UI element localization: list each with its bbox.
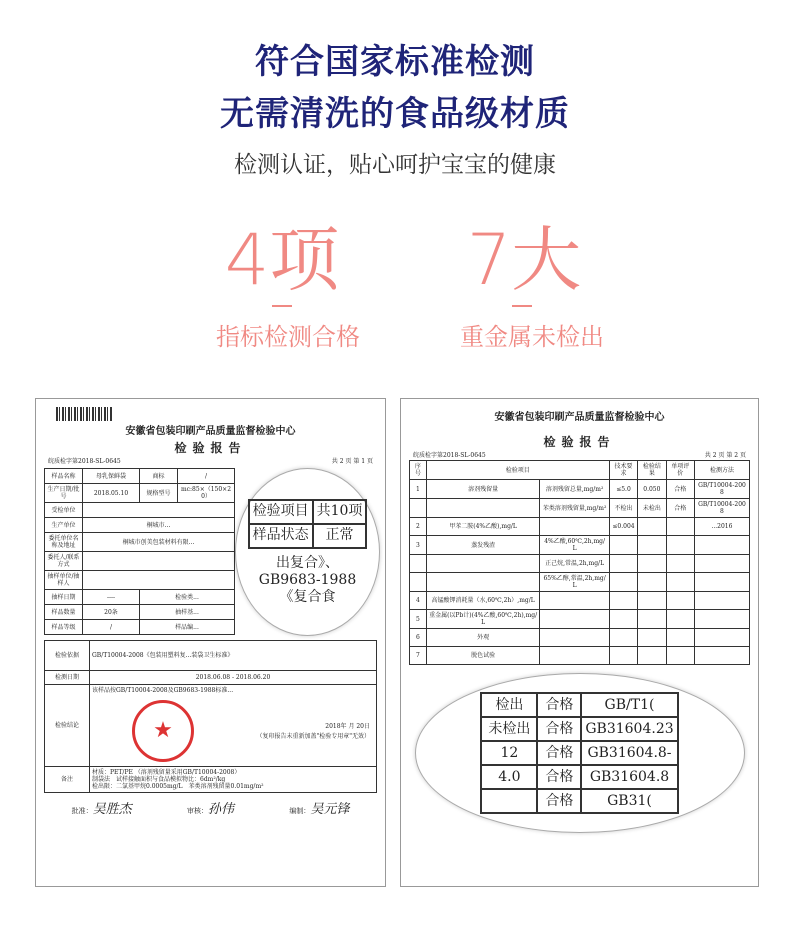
mag-cell: 合格 — [537, 741, 581, 765]
table-cell: 桐城市创美包装材料有限... — [83, 533, 235, 552]
table-cell: 商标 — [140, 469, 178, 484]
stamp-note: （复印报告未重新加盖"检验专用章"无效） — [256, 732, 370, 740]
report-upper-section — [44, 468, 377, 636]
basis-label: 检验依据 — [45, 641, 90, 671]
table-cell — [609, 647, 637, 665]
table-cell: 20条 — [83, 605, 140, 620]
stamp-area — [92, 700, 374, 764]
table-row — [45, 533, 235, 552]
mag-state-value: 正常 — [313, 524, 367, 548]
stat-label-tests: 指标检测合格 — [216, 323, 360, 351]
table-cell: 脱色试验 — [426, 647, 540, 665]
table-row — [45, 518, 235, 533]
table-row — [45, 503, 235, 518]
table-cell: 不检出 — [609, 499, 637, 518]
magnifier-page-1 — [235, 468, 380, 636]
report-table-lower — [44, 640, 377, 793]
remark-line: 检出限：二氯基甲烷0.0005mg/L 苯类溶剂残留量0.01mg/m² — [92, 783, 264, 790]
table-row — [410, 573, 750, 592]
table-cell — [638, 592, 666, 610]
table-cell: 母乳保鲜袋 — [83, 469, 140, 484]
signature-approver: 批准：吴胜杰 — [71, 802, 132, 817]
table-cell — [638, 555, 666, 573]
table-cell: 桐城市... — [83, 518, 235, 533]
table-cell: ---- — [83, 590, 140, 605]
mag-row — [481, 765, 677, 789]
table-cell — [666, 647, 694, 665]
report-code: 皖质检字第2018-SL-0645 — [48, 458, 121, 465]
stamp-date: 2018年 月 20日 — [325, 722, 370, 730]
table-cell: / — [178, 469, 235, 484]
table-cell: ≤5.0 — [609, 480, 637, 499]
header-cell: 技术要求 — [609, 461, 637, 480]
report-title: 检验报告 — [543, 435, 616, 449]
mag-item-label: 检验项目 — [249, 500, 313, 524]
mag-cell: GB31604.8- — [581, 741, 677, 765]
divider-dash — [272, 305, 292, 307]
table-cell — [638, 573, 666, 592]
date-label: 检测日期 — [45, 671, 90, 685]
table-row — [45, 571, 235, 590]
mag-cell: 合格 — [537, 789, 581, 813]
table-cell: 1 — [410, 480, 427, 499]
table-row — [45, 620, 235, 635]
table-cell — [666, 573, 694, 592]
report-code: 皖质检字第2018-SL-0645 — [413, 452, 486, 459]
table-header — [410, 461, 750, 480]
table-row — [45, 469, 235, 484]
mag-cell: 检出 — [481, 693, 537, 717]
table-cell — [426, 573, 540, 592]
table-row — [410, 480, 750, 499]
table-cell — [666, 592, 694, 610]
signature-compiler: 编制：吴元锋 — [289, 802, 350, 817]
signature-reviewer: 审核：孙伟 — [186, 802, 234, 817]
table-cell — [609, 555, 637, 573]
table-cell — [410, 573, 427, 592]
stat-value-metals: 7大 — [466, 219, 582, 301]
table-cell: 未检出 — [638, 499, 666, 518]
table-row — [410, 518, 750, 536]
table-cell — [410, 499, 427, 518]
table-row — [410, 536, 750, 555]
table-cell — [540, 610, 609, 629]
table-row — [45, 590, 235, 605]
table-cell: 5 — [410, 610, 427, 629]
table-cell: 2 — [410, 518, 427, 536]
table-cell — [638, 629, 666, 647]
table-cell — [694, 536, 749, 555]
table-cell: 高锰酸钾消耗量（水,60℃,2h）,mg/L — [426, 592, 540, 610]
report-page: 共 2 页 第 2 页 — [704, 452, 746, 459]
table-cell: 外观 — [426, 629, 540, 647]
remark-line: 制袋法 试样接触面积与食品模拟物比：6dm²/kg — [92, 776, 226, 783]
table-cell: 生产单位 — [45, 518, 83, 533]
mag-cell: GB31604.8 — [581, 765, 677, 789]
table-cell — [540, 518, 609, 536]
table-row — [410, 629, 750, 647]
table-cell: 0.050 — [638, 480, 666, 499]
conclusion-text: 该样品按GB/T10004-2008及GB9683-1988标准... — [92, 687, 234, 694]
table-cell: GB/T10004-2008 — [694, 499, 749, 518]
table-cell: 甲苯二胺(4%乙酸),mg/L — [426, 518, 540, 536]
inspection-report-page-1 — [35, 398, 386, 887]
table-row — [45, 605, 235, 620]
mag-state-label: 样品状态 — [249, 524, 313, 548]
table-cell — [83, 571, 235, 590]
table-cell: 6 — [410, 629, 427, 647]
inspection-report-page-2 — [400, 398, 759, 887]
table-cell — [666, 536, 694, 555]
table-cell: 蒸发残渣 — [426, 536, 540, 555]
header-cell: 检验结果 — [638, 461, 666, 480]
table-cell — [83, 552, 235, 571]
table-cell: ...2016 — [694, 518, 749, 536]
table-cell — [694, 592, 749, 610]
table-cell — [540, 647, 609, 665]
table-cell: 7 — [410, 647, 427, 665]
table-cell — [410, 555, 427, 573]
table-cell — [426, 555, 540, 573]
mag-item-value: 共10项 — [313, 500, 367, 524]
mag-cell: 未检出 — [481, 717, 537, 741]
table-cell — [609, 592, 637, 610]
basis-value: GB/T10004-2008《包装用塑料复...装袋卫生标准》 — [90, 641, 377, 671]
table-row — [410, 499, 750, 518]
table-cell: 委托人/联系方式 — [45, 552, 83, 571]
table-cell: ≤0.004 — [609, 518, 637, 536]
table-cell: 65%乙醇,常温,2h,mg/L — [540, 573, 609, 592]
mag-row — [481, 741, 677, 765]
mag-row — [481, 693, 677, 717]
table-cell: 受检单位 — [45, 503, 83, 518]
stat-label-metals: 重金属未检出 — [460, 323, 604, 351]
table-row — [45, 552, 235, 571]
header-cell: 检测方法 — [694, 461, 749, 480]
table-cell — [638, 518, 666, 536]
table-cell: 4%乙酸,60℃,2h,mg/L — [540, 536, 609, 555]
table-cell: 检验类... — [140, 590, 235, 605]
table-cell — [609, 610, 637, 629]
report-org: 安徽省包装印刷产品质量监督检验中心 — [494, 412, 665, 423]
table-cell: 抽样单位/抽样人 — [45, 571, 83, 590]
mag-cell: 12 — [481, 741, 537, 765]
mag-cell: 4.0 — [481, 765, 537, 789]
subtitle: 检测认证，贴心呵护宝宝的健康 — [234, 152, 556, 178]
headline-1: 符合国家标准检测 — [255, 42, 535, 82]
table-cell: 样品编... — [140, 620, 235, 635]
header-cell: 单项评价 — [666, 461, 694, 480]
remark-label: 备注 — [45, 767, 90, 793]
table-cell — [540, 629, 609, 647]
table-cell — [609, 536, 637, 555]
table-cell — [638, 647, 666, 665]
divider-dash — [512, 305, 532, 307]
mag-row — [481, 789, 677, 813]
table-cell: 规格型号 — [140, 484, 178, 503]
table-cell: GB/T10004-2008 — [694, 480, 749, 499]
official-seal-stamp: ★ — [132, 700, 194, 762]
date-value: 2018.06.08 - 2018.06.20 — [90, 671, 377, 685]
mag-cell: 合格 — [537, 717, 581, 741]
mag-cell: GB/T1( — [581, 693, 677, 717]
report-code-line — [409, 451, 750, 460]
table-cell — [609, 629, 637, 647]
table-cell — [638, 610, 666, 629]
table-cell — [694, 573, 749, 592]
table-cell — [638, 536, 666, 555]
report-page: 共 2 页 第 1 页 — [331, 458, 373, 465]
header-cell: 序号 — [410, 461, 427, 480]
table-cell: / — [83, 620, 140, 635]
table-row — [410, 592, 750, 610]
mag-cell: GB31( — [581, 789, 677, 813]
table-cell: 委托单位名称及地址 — [45, 533, 83, 552]
table-cell: 样品数量 — [45, 605, 83, 620]
report-code-line — [44, 457, 377, 466]
stat-value-tests: 4项 — [224, 219, 340, 301]
table-cell: mc:85×（150×20） — [178, 484, 235, 503]
table-cell: 合格 — [666, 480, 694, 499]
mag-cell: 合格 — [537, 765, 581, 789]
table-cell: 苯类溶剂残留量,mg/m² — [540, 499, 609, 518]
conclusion-label: 检验结论 — [45, 685, 90, 767]
table-row — [410, 555, 750, 573]
table-cell — [426, 499, 540, 518]
table-cell: 4 — [410, 592, 427, 610]
headline-2: 无需清洗的食品级材质 — [220, 94, 570, 134]
table-cell: 样品等级 — [45, 620, 83, 635]
table-cell: 3 — [410, 536, 427, 555]
table-cell — [666, 518, 694, 536]
table-row — [45, 484, 235, 503]
mag-row — [481, 717, 677, 741]
table-cell — [609, 573, 637, 592]
barcode-icon — [56, 407, 112, 421]
table-cell: 溶剂残留总量,mg/m² — [540, 480, 609, 499]
table-cell: 生产日期/批号 — [45, 484, 83, 503]
table-cell: 抽样基... — [140, 605, 235, 620]
table-cell: 溶剂残留量 — [426, 480, 540, 499]
signature-row — [44, 801, 377, 820]
table-row — [410, 647, 750, 665]
table-cell — [694, 610, 749, 629]
table-cell: 2018.05.10 — [83, 484, 140, 503]
table-cell: 重金属(以Pb计)(4%乙酸,60℃,2h),mg/L — [426, 610, 540, 629]
report-org: 安徽省包装印刷产品质量监督检验中心 — [125, 426, 296, 437]
table-cell — [83, 503, 235, 518]
report-table — [44, 468, 235, 635]
table-cell: 样品名称 — [45, 469, 83, 484]
table-cell — [694, 647, 749, 665]
mag-basis-text: 出复合》、GB9683-1988《复合食 — [258, 554, 357, 605]
table-cell — [540, 592, 609, 610]
mag-cell: GB31604.23 — [581, 717, 677, 741]
table-cell: 正己烷,常温,2h,mg/L — [540, 555, 609, 573]
table-cell — [666, 555, 694, 573]
remark-line: 材质：PET/PE （溶剂残留量采用GB/T10004-2008） — [92, 769, 241, 776]
table-cell — [694, 629, 749, 647]
mag-cell — [481, 789, 537, 813]
header-cell: 检验项目 — [426, 461, 609, 480]
table-cell — [694, 555, 749, 573]
magnifier-page-2 — [415, 673, 745, 833]
results-table — [409, 460, 750, 665]
table-cell — [666, 610, 694, 629]
table-cell — [666, 629, 694, 647]
table-cell: 抽样日期 — [45, 590, 83, 605]
report-title: 检验报告 — [174, 441, 247, 455]
table-cell: 合格 — [666, 499, 694, 518]
mag-cell: 合格 — [537, 693, 581, 717]
table-row — [410, 610, 750, 629]
